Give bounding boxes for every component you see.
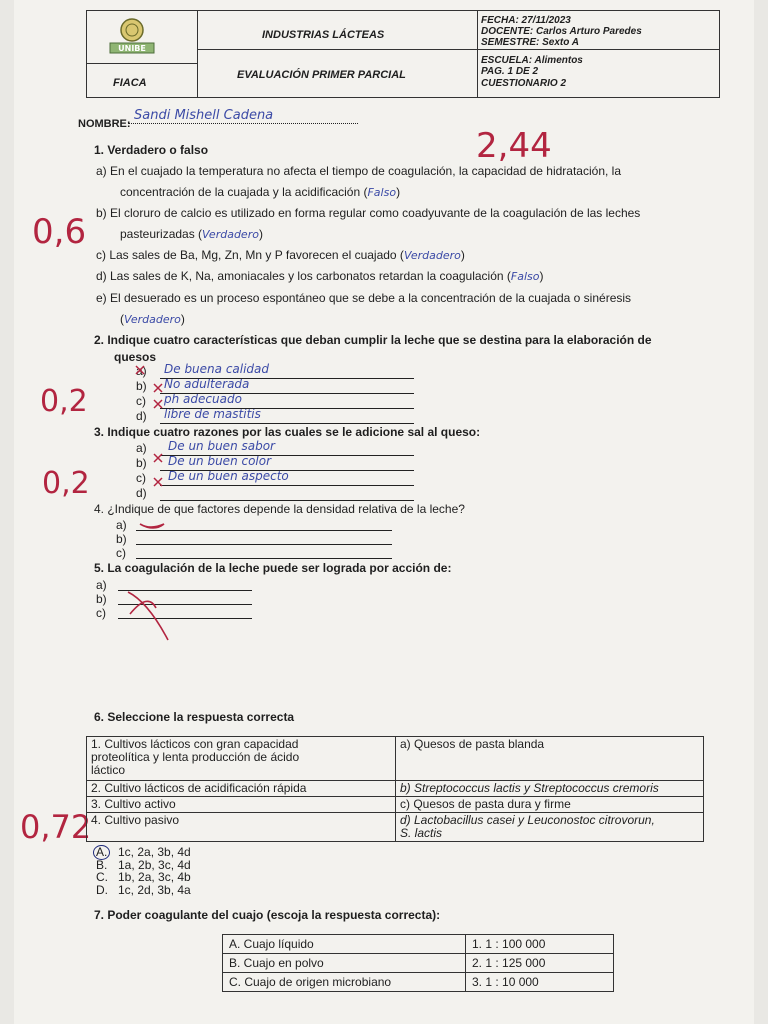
q3-answer-c: De un buen aspecto bbox=[168, 469, 289, 483]
q7-table bbox=[222, 934, 614, 992]
q7-value-2: 2. 1 : 125 000 bbox=[466, 954, 614, 973]
q5-labels: a) b) c) bbox=[96, 578, 107, 620]
q1-e-line2: (Verdadero) bbox=[120, 312, 185, 326]
q1-title: 1. Verdadero o falso bbox=[94, 143, 209, 157]
q6-left-4: 4. Cultivo pasivo bbox=[87, 813, 396, 842]
red-cross-q5 bbox=[122, 584, 182, 644]
logo-text: UNIBE bbox=[118, 44, 146, 53]
q7-title: 7. Poder coagulante del cuajo (escoja la respuesta correcta): bbox=[94, 908, 441, 922]
q6-right-c: c) Quesos de pasta dura y firme bbox=[396, 797, 704, 813]
q6-left-1: 1. Cultivos lácticos con gran capacidad proteolítica y lenta producción de ácido láctico bbox=[87, 737, 396, 781]
q6-option-c[interactable]: C. 1b, 2a, 3c, 4b bbox=[96, 870, 191, 884]
q5-title: 5. La coagulación de la leche puede ser lograda por acción de: bbox=[94, 561, 452, 575]
q3-answer-a: De un buen sabor bbox=[168, 439, 275, 453]
exam-page bbox=[14, 0, 754, 1024]
q1-d-answer: Falso bbox=[510, 270, 540, 283]
q7-value-1: 1. 1 : 100 000 bbox=[466, 935, 614, 954]
q1-e: e) El desuerado es un proceso espontáneo que se debe a la concentración de la cuajada o sinéresis bbox=[96, 291, 632, 305]
q6-option-a[interactable]: A. 1c, 2a, 3b, 4d bbox=[96, 846, 191, 859]
q1-c: c) Las sales de Ba, Mg, Zn, Mn y P favorecen el cuajado (Verdadero) bbox=[96, 248, 465, 262]
semestre: SEMESTRE: Sexto A bbox=[481, 37, 579, 48]
escuela: ESCUELA: Alimentos bbox=[481, 55, 583, 66]
q6-options bbox=[96, 846, 191, 896]
faculty-label: FIACA bbox=[113, 77, 147, 89]
q1-b-line2: pasteurizadas (Verdadero) bbox=[120, 227, 263, 241]
q6-left-2: 2. Cultivo lácticos de acidificación rápida bbox=[87, 781, 396, 797]
q6-right-a: a) Quesos de pasta blanda bbox=[396, 737, 704, 781]
docente: DOCENTE: Carlos Arturo Paredes bbox=[481, 26, 642, 37]
q6-title: 6. Seleccione la respuesta correcta bbox=[94, 710, 295, 724]
pagina: PAG. 1 DE 2 bbox=[481, 66, 539, 77]
q1-e-answer: Verdadero bbox=[124, 313, 181, 326]
q1-b-answer: Verdadero bbox=[202, 228, 259, 241]
cuestionario: CUESTIONARIO 2 bbox=[481, 78, 567, 89]
q6-left-3: 3. Cultivo activo bbox=[87, 797, 396, 813]
q6-option-d[interactable]: D. 1c, 2d, 3b, 4a bbox=[96, 882, 191, 897]
q2-answers bbox=[164, 362, 269, 422]
grade-q1: 0,6 bbox=[32, 212, 87, 252]
exam-title: EVALUACIÓN PRIMER PARCIAL bbox=[237, 69, 406, 81]
red-check-marks bbox=[114, 360, 174, 540]
q2-answer-d: libre de mastitis bbox=[164, 407, 261, 421]
grade-q3: 0,2 bbox=[42, 466, 90, 501]
q1-d: d) Las sales de K, Na, amoniacales y los carbonatos retardan la coagulación (Falso) bbox=[96, 269, 544, 283]
q7-row-c: C. Cuajo de origen microbiano bbox=[223, 973, 466, 992]
q3-answer-b: De un buen color bbox=[168, 454, 272, 468]
q2-title: 2. Indique cuatro características que deban cumplir la leche que se destina para la elaboración de bbox=[94, 333, 652, 347]
fecha: FECHA: 27/11/2023 bbox=[481, 15, 571, 26]
exam-header bbox=[86, 10, 720, 98]
q6-right-d: d) Lactobacillus casei y Leuconostoc citrovorun, S. lactis bbox=[396, 813, 704, 842]
q2-title-line2: quesos bbox=[114, 350, 157, 364]
q3-title: 3. Indique cuatro razones por las cuales se le adicione sal al queso: bbox=[94, 425, 481, 439]
q7-value-3: 3. 1 : 10 000 bbox=[466, 973, 614, 992]
university-logo-icon bbox=[101, 15, 163, 57]
q1-a-line2: concentración de la cuajada y la acidificación (Falso) bbox=[120, 185, 401, 199]
q6-right-b: b) Streptococcus lactis y Streptococcus cremoris bbox=[396, 781, 704, 797]
q4-labels: a) b) c) bbox=[116, 518, 127, 560]
grade-q6: 0,72 bbox=[20, 808, 92, 846]
q2-answer-b: No adulterada bbox=[164, 377, 250, 391]
q2-labels: a) b) c) d) bbox=[136, 364, 147, 423]
q1-b: b) El cloruro de calcio es utilizado en forma regular como coadyuvante de la coagulación de las leches bbox=[96, 206, 641, 220]
q1-a-answer: Falso bbox=[367, 186, 397, 199]
q1-a: a) En el cuajado la temperatura no afecta el tiempo de coagulación, la capacidad de hidratación, la bbox=[96, 164, 622, 178]
q3-labels: a) b) c) d) bbox=[136, 441, 147, 500]
q3-answers bbox=[168, 439, 289, 484]
q4-title: 4. ¿Indique de que factores depende la densidad relativa de la leche? bbox=[94, 502, 465, 516]
q6-option-b[interactable]: B. 1a, 2b, 3c, 4d bbox=[96, 857, 191, 872]
grade-q2: 0,2 bbox=[40, 384, 88, 419]
nombre-label: NOMBRE: bbox=[78, 118, 131, 130]
nombre-value: Sandi Mishell Cadena bbox=[134, 108, 274, 123]
q2-answer-c: ph adecuado bbox=[164, 392, 242, 406]
q7-row-b: B. Cuajo en polvo bbox=[223, 954, 466, 973]
q7-row-a: A. Cuajo líquido bbox=[223, 935, 466, 954]
q2-answer-a: De buena calidad bbox=[164, 362, 270, 376]
total-grade: 2,44 bbox=[476, 126, 552, 166]
institution-title: INDUSTRIAS LÁCTEAS bbox=[262, 29, 385, 41]
q1-c-answer: Verdadero bbox=[403, 249, 461, 262]
q6-matching-table bbox=[86, 736, 704, 842]
